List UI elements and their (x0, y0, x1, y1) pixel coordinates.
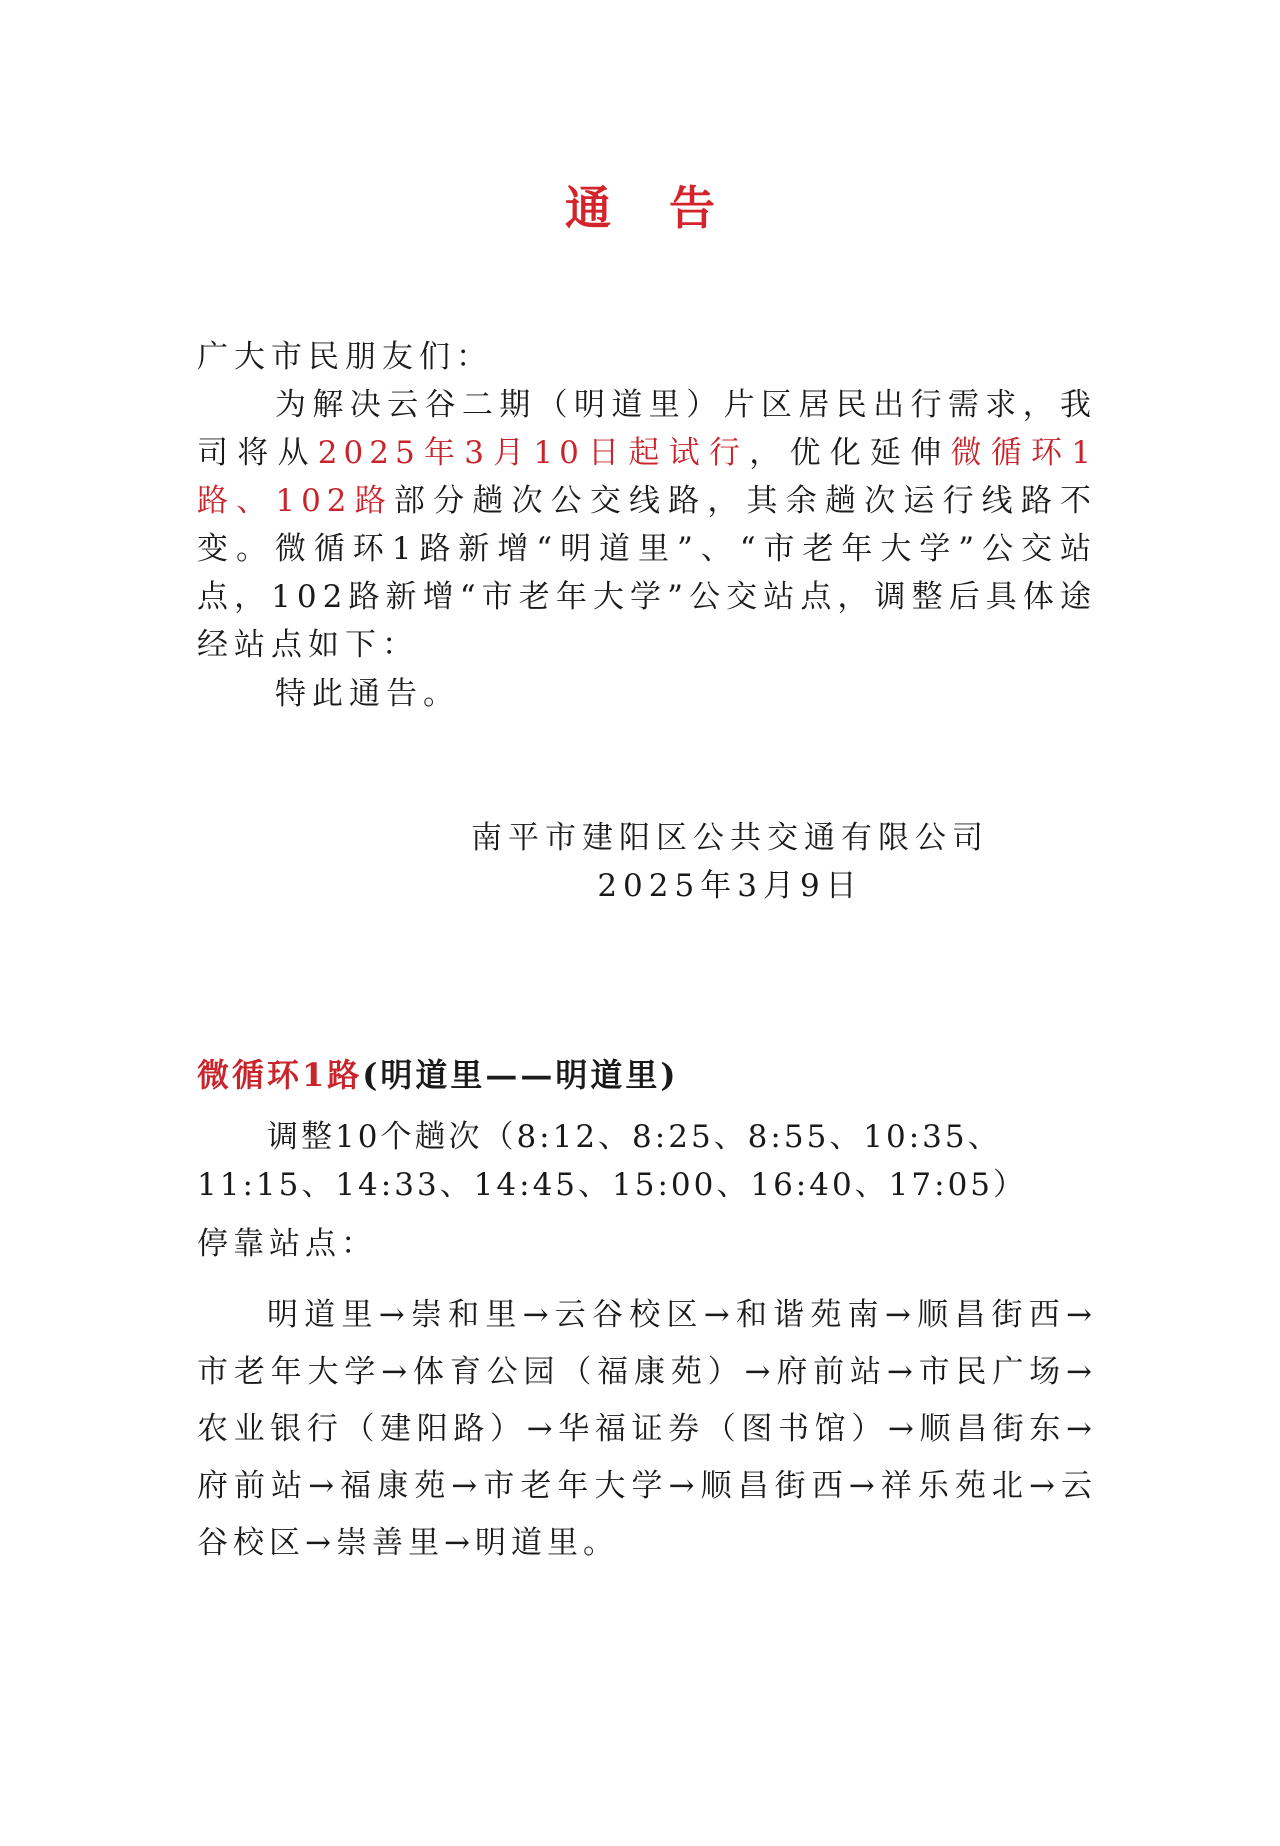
routes-highlight: 微循环1路、102路 (197, 435, 1098, 519)
notice-paragraph (197, 381, 1097, 669)
route-heading (197, 1051, 679, 1099)
greeting: 广大市民朋友们： (197, 339, 493, 375)
route-direction: (明道里——明道里) (362, 1056, 679, 1094)
signature-block (450, 814, 1010, 910)
issue-date: 2025年3月9日 (597, 868, 863, 904)
closing-line: 特此通告。 (275, 676, 460, 712)
trial-date-highlight: 2025年3月10日起试行 (317, 435, 750, 471)
notice-title: 通告 (565, 181, 773, 235)
issuer-name: 南平市建阳区公共交通有限公司 (471, 820, 989, 856)
route-stops: 明道里→崇和里→云谷校区→和谐苑南→顺昌街西→市老年大学→体育公园（福康苑）→府前站→市民广场→农业银行（建阳路）→华福证券（图书馆）→顺昌街东→府前站→福康苑→市老年大学→顺昌街西→祥乐苑北→云谷校区→崇善里→明道里。 (197, 1297, 1097, 1561)
paragraph-text-1: 为解决云谷二期（明道里）片区居民出行需求，我司将从 (197, 387, 1097, 471)
route-adjustment: 调整10个趟次（8:12、8:25、8:55、10:35、11:15、14:33、14:45、15:00、16:40、17:05） (197, 1119, 1028, 1203)
route-name: 微循环1路 (197, 1056, 363, 1094)
paragraph-text-2: ，优化延伸 (749, 435, 951, 471)
stops-label: 停靠站点： (197, 1226, 377, 1262)
paragraph-text-3: 部分趟次公交线路，其余趟次运行线路不变。微循环1路新增“明道里”、“市老年大学”公交站点，102路新增“市老年大学”公交站点，调整后具体途经站点如下： (197, 483, 1098, 663)
